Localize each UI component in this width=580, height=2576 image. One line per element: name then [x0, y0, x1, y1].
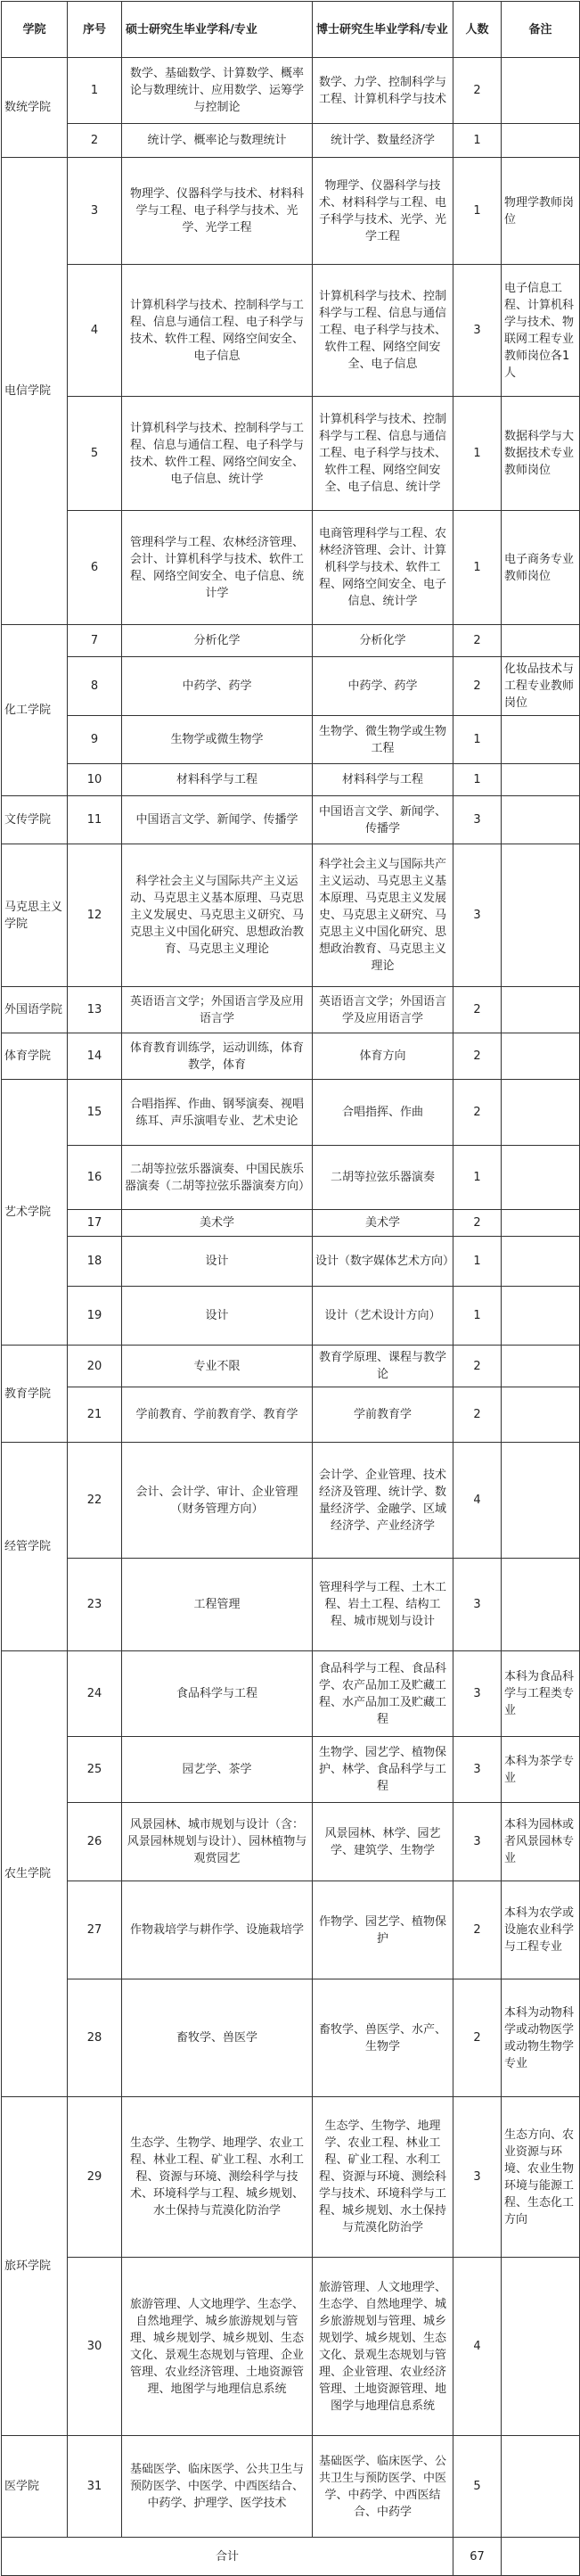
- doctor-major-cell: 生物学、园艺学、植物保护、林学、食品科学与工程: [313, 1737, 453, 1803]
- table-row: [2, 58, 580, 124]
- seq-cell: 14: [68, 1033, 122, 1080]
- seq-cell: 31: [68, 2436, 122, 2538]
- note-cell: [502, 625, 580, 657]
- seq-cell: 27: [68, 1881, 122, 1979]
- count-cell: 3: [453, 1559, 502, 1651]
- seq-cell: 24: [68, 1651, 122, 1737]
- table-row: [2, 1346, 580, 1387]
- doctor-major-cell: 分析化学: [313, 625, 453, 657]
- seq-cell: 9: [68, 716, 122, 764]
- note-cell: 本科为园林或者风景园林专业: [502, 1803, 580, 1881]
- college-cell: 马克思主义学院: [2, 844, 68, 987]
- seq-cell: 29: [68, 2097, 122, 2258]
- seq-cell: 19: [68, 1287, 122, 1346]
- college-cell: 艺术学院: [2, 1080, 68, 1346]
- note-cell: [502, 2436, 580, 2538]
- note-cell: 本科为动物科学或动物医学或动物生物学专业: [502, 1979, 580, 2097]
- table-row: [2, 1287, 580, 1346]
- count-cell: 1: [453, 764, 502, 796]
- doctor-major-cell: 教育学原理、课程与教学论: [313, 1346, 453, 1387]
- count-cell: 3: [453, 1651, 502, 1737]
- table-row: [2, 124, 580, 158]
- count-cell: 1: [453, 511, 502, 625]
- table-row: [2, 2436, 580, 2538]
- doctor-major-cell: 学前教育学: [313, 1387, 453, 1443]
- college-cell: 数统学院: [2, 58, 68, 158]
- college-cell: 教育学院: [2, 1346, 68, 1443]
- master-major-cell: 食品科学与工程: [122, 1651, 313, 1737]
- note-cell: 物理学教师岗位: [502, 158, 580, 265]
- master-major-cell: 专业不限: [122, 1346, 313, 1387]
- count-cell: 3: [453, 844, 502, 987]
- seq-cell: 30: [68, 2258, 122, 2436]
- master-major-cell: 中国语言文学、新闻学、传播学: [122, 796, 313, 844]
- master-major-cell: 二胡等拉弦乐器演奏、中国民族乐器演奏（二胡等拉弦乐器演奏方向）: [122, 1146, 313, 1210]
- master-major-cell: 中药学、药学: [122, 657, 313, 716]
- master-major-cell: 分析化学: [122, 625, 313, 657]
- doctor-major-cell: 中国语言文学、新闻学、传播学: [313, 796, 453, 844]
- table-row: [2, 1033, 580, 1080]
- count-cell: 1: [453, 1287, 502, 1346]
- note-cell: [502, 987, 580, 1033]
- table-row: [2, 1979, 580, 2097]
- table-row: [2, 511, 580, 625]
- table-row: [2, 1080, 580, 1146]
- table-row: [2, 1443, 580, 1559]
- doctor-major-cell: 设计（艺术设计方向）: [313, 1287, 453, 1346]
- seq-cell: 2: [68, 124, 122, 158]
- table-row: [2, 397, 580, 511]
- table-row: [2, 796, 580, 844]
- master-major-cell: 数学、基础数学、计算数学、概率论与数理统计、应用数学、运筹学与控制论: [122, 58, 313, 124]
- table-row: [2, 1237, 580, 1287]
- college-cell: 旅环学院: [2, 2097, 68, 2436]
- seq-cell: 12: [68, 844, 122, 987]
- seq-cell: 18: [68, 1237, 122, 1287]
- table-row: [2, 716, 580, 764]
- note-cell: [502, 58, 580, 124]
- seq-cell: 21: [68, 1387, 122, 1443]
- seq-cell: 23: [68, 1559, 122, 1651]
- table-row: [2, 2258, 580, 2436]
- table-row: [2, 1210, 580, 1237]
- college-cell: 化工学院: [2, 625, 68, 796]
- note-cell: [502, 2258, 580, 2436]
- table-row: [2, 1559, 580, 1651]
- table-row: [2, 844, 580, 987]
- note-cell: [502, 1443, 580, 1559]
- seq-cell: 25: [68, 1737, 122, 1803]
- master-major-cell: 管理科学与工程、农林经济管理、会计、计算机科学与技术、软件工程、网络空间安全、电子信息、统计学: [122, 511, 313, 625]
- table-row: [2, 1803, 580, 1881]
- note-cell: [502, 796, 580, 844]
- doctor-major-cell: 计算机科学与技术、控制科学与工程、信息与通信工程、电子科学与技术、软件工程、网络空间安全、电子信息: [313, 265, 453, 397]
- count-cell: 3: [453, 265, 502, 397]
- master-major-cell: 科学社会主义与国际共产主义运动、马克思主义基本原理、马克思主义发展史、马克思主义研究、马克思主义中国化研究、思想政治教育、马克思主义理论: [122, 844, 313, 987]
- count-cell: 2: [453, 625, 502, 657]
- seq-cell: 8: [68, 657, 122, 716]
- doctor-major-cell: 基础医学、临床医学、公共卫生与预防医学、中医学、中药学、中西医结合、中药学: [313, 2436, 453, 2538]
- master-major-cell: 美术学: [122, 1210, 313, 1237]
- master-major-cell: 畜牧学、兽医学: [122, 1979, 313, 2097]
- seq-cell: 20: [68, 1346, 122, 1387]
- seq-cell: 15: [68, 1080, 122, 1146]
- doctor-major-cell: 设计（数字媒体艺术方向）: [313, 1237, 453, 1287]
- note-cell: [502, 764, 580, 796]
- count-cell: 1: [453, 397, 502, 511]
- note-cell: [502, 124, 580, 158]
- count-cell: 4: [453, 1443, 502, 1559]
- doctor-major-cell: 统计学、数量经济学: [313, 124, 453, 158]
- count-cell: 1: [453, 1237, 502, 1287]
- table-row: [2, 1146, 580, 1210]
- doctor-major-cell: 数学、力学、控制科学与工程、计算机科学与技术: [313, 58, 453, 124]
- header-row: [2, 2, 580, 58]
- count-cell: 2: [453, 1881, 502, 1979]
- note-cell: 化妆品技术与工程专业教师岗位: [502, 657, 580, 716]
- note-cell: [502, 1080, 580, 1146]
- master-major-cell: 计算机科学与技术、控制科学与工程、信息与通信工程、电子科学与技术、软件工程、网络空间安全、电子信息、统计学: [122, 397, 313, 511]
- header-master-major: 硕士研究生毕业学科/专业: [122, 2, 313, 58]
- table-row: [2, 2097, 580, 2258]
- master-major-cell: 统计学、概率论与数理统计: [122, 124, 313, 158]
- doctor-major-cell: 英语语言文学；外国语言学及应用语言学: [313, 987, 453, 1033]
- count-cell: 5: [453, 2436, 502, 2538]
- college-cell: 经管学院: [2, 1443, 68, 1651]
- count-cell: 2: [453, 1033, 502, 1080]
- header-count: 人数: [453, 2, 502, 58]
- table-row: [2, 625, 580, 657]
- count-cell: 2: [453, 657, 502, 716]
- count-cell: 2: [453, 1080, 502, 1146]
- doctor-major-cell: 二胡等拉弦乐器演奏: [313, 1146, 453, 1210]
- doctor-major-cell: 物理学、仪器科学与技术、材料科学与工程、电子科学与技术、光学、光学工程: [313, 158, 453, 265]
- college-cell: 文传学院: [2, 796, 68, 844]
- doctor-major-cell: 合唱指挥、作曲: [313, 1080, 453, 1146]
- master-major-cell: 材料科学与工程: [122, 764, 313, 796]
- master-major-cell: 设计: [122, 1237, 313, 1287]
- seq-cell: 22: [68, 1443, 122, 1559]
- table-row: [2, 657, 580, 716]
- seq-cell: 7: [68, 625, 122, 657]
- table-row: [2, 1737, 580, 1803]
- table-row: [2, 265, 580, 397]
- note-cell: [502, 1033, 580, 1080]
- doctor-major-cell: 生态学、生物学、地理学、农业工程、林业工程、矿业工程、水利工程、资源与环境、测绘科学与技术、环境科学与工程、城乡规划、水土保持与荒漠化防治学: [313, 2097, 453, 2258]
- college-cell: 体育学院: [2, 1033, 68, 1080]
- seq-cell: 10: [68, 764, 122, 796]
- count-cell: 2: [453, 58, 502, 124]
- master-major-cell: 会计、会计学、审计、企业管理（财务管理方向）: [122, 1443, 313, 1559]
- count-cell: 1: [453, 124, 502, 158]
- master-major-cell: 工程管理: [122, 1559, 313, 1651]
- count-cell: 4: [453, 2258, 502, 2436]
- header-doctor-major: 博士研究生毕业学科/专业: [313, 2, 453, 58]
- total-note: [502, 2538, 580, 2576]
- table-row: [2, 764, 580, 796]
- note-cell: 电子商务专业教师岗位: [502, 511, 580, 625]
- college-cell: 电信学院: [2, 158, 68, 625]
- doctor-major-cell: 中药学、药学: [313, 657, 453, 716]
- doctor-major-cell: 计算机科学与技术、控制科学与工程、信息与通信工程、电子科学与技术、软件工程、网络空间安全、电子信息、统计学: [313, 397, 453, 511]
- seq-cell: 28: [68, 1979, 122, 2097]
- count-cell: 3: [453, 796, 502, 844]
- doctor-major-cell: 材料科学与工程: [313, 764, 453, 796]
- note-cell: [502, 1287, 580, 1346]
- master-major-cell: 学前教育、学前教育学、教育学: [122, 1387, 313, 1443]
- note-cell: [502, 1346, 580, 1387]
- header-college: 学院: [2, 2, 68, 58]
- seq-cell: 11: [68, 796, 122, 844]
- note-cell: 生态方向、农业资源与环境、农业生物环境与能源工程、生态化工方向: [502, 2097, 580, 2258]
- header-note: 备注: [502, 2, 580, 58]
- seq-cell: 1: [68, 58, 122, 124]
- doctor-major-cell: 电商管理科学与工程、农林经济管理、会计、计算机科学与技术、软件工程、网络空间安全、电子信息、统计学: [313, 511, 453, 625]
- seq-cell: 5: [68, 397, 122, 511]
- count-cell: 3: [453, 1737, 502, 1803]
- master-major-cell: 合唱指挥、作曲、钢琴演奏、视唱练耳、声乐演唱专业、艺术史论: [122, 1080, 313, 1146]
- count-cell: 3: [453, 2097, 502, 2258]
- doctor-major-cell: 美术学: [313, 1210, 453, 1237]
- master-major-cell: 设计: [122, 1287, 313, 1346]
- college-cell: 农生学院: [2, 1651, 68, 2097]
- master-major-cell: 体育教育训练学，运动训练，体育教学，体育: [122, 1033, 313, 1080]
- master-major-cell: 作物栽培学与耕作学、设施栽培学: [122, 1881, 313, 1979]
- note-cell: 本科为茶学专业: [502, 1737, 580, 1803]
- doctor-major-cell: 畜牧学、兽医学、水产、生物学: [313, 1979, 453, 2097]
- note-cell: 数据科学与大数据技术专业教师岗位: [502, 397, 580, 511]
- table-row: [2, 1387, 580, 1443]
- table-row: [2, 158, 580, 265]
- note-cell: 本科为食品科学与工程类专业: [502, 1651, 580, 1737]
- seq-cell: 26: [68, 1803, 122, 1881]
- total-value: 67: [453, 2538, 502, 2576]
- note-cell: 本科为农学或设施农业科学与工程专业: [502, 1881, 580, 1979]
- count-cell: 2: [453, 1346, 502, 1387]
- master-major-cell: 旅游管理、人文地理学、生态学、自然地理学、城乡旅游规划与管理、城乡规划学、城乡规划、生态文化、景观生态规划与管理、企业管理、农业经济管理、土地资源管理、地图学与地理信息系统: [122, 2258, 313, 2436]
- master-major-cell: 基础医学、临床医学、公共卫生与预防医学、中医学、中西医结合、中药学、护理学、医学技术: [122, 2436, 313, 2538]
- note-cell: [502, 1559, 580, 1651]
- table-row: [2, 987, 580, 1033]
- total-row: [2, 2538, 580, 2576]
- doctor-major-cell: 食品科学与工程、食品科学、农产品加工及贮藏工程、水产品加工及贮藏工程: [313, 1651, 453, 1737]
- table-row: [2, 1651, 580, 1737]
- note-cell: [502, 844, 580, 987]
- doctor-major-cell: 会计学、企业管理、技术经济及管理、统计学、数量经济学、金融学、区域经济学、产业经济学: [313, 1443, 453, 1559]
- count-cell: 1: [453, 158, 502, 265]
- seq-cell: 16: [68, 1146, 122, 1210]
- master-major-cell: 物理学、仪器科学与技术、材料科学与工程、电子科学与技术、光学、光学工程: [122, 158, 313, 265]
- seq-cell: 13: [68, 987, 122, 1033]
- count-cell: 2: [453, 1387, 502, 1443]
- doctor-major-cell: 作物学、园艺学、植物保护: [313, 1881, 453, 1979]
- master-major-cell: 生态学、生物学、地理学、农业工程、林业工程、矿业工程、水利工程、资源与环境、测绘科学与技术、环境科学与工程、城乡规划、水土保持与荒漠化防治学: [122, 2097, 313, 2258]
- doctor-major-cell: 管理科学与工程、土木工程、岩土工程、结构工程、城市规划与设计: [313, 1559, 453, 1651]
- doctor-major-cell: 风景园林、林学、园艺学、建筑学、生物学: [313, 1803, 453, 1881]
- note-cell: [502, 1237, 580, 1287]
- master-major-cell: 园艺学、茶学: [122, 1737, 313, 1803]
- seq-cell: 3: [68, 158, 122, 265]
- count-cell: 1: [453, 1146, 502, 1210]
- recruitment-table: [1, 1, 580, 2576]
- count-cell: 3: [453, 1803, 502, 1881]
- count-cell: 2: [453, 1979, 502, 2097]
- college-cell: 外国语学院: [2, 987, 68, 1033]
- seq-cell: 17: [68, 1210, 122, 1237]
- note-cell: [502, 1210, 580, 1237]
- doctor-major-cell: 生物学、微生物学或生物工程: [313, 716, 453, 764]
- seq-cell: 6: [68, 511, 122, 625]
- table-body: [2, 58, 580, 2538]
- count-cell: 2: [453, 1210, 502, 1237]
- master-major-cell: 生物学或微生物学: [122, 716, 313, 764]
- doctor-major-cell: 科学社会主义与国际共产主义运动、马克思主义基本原理、马克思主义发展史、马克思主义研究、马克思主义中国化研究、思想政治教育、马克思主义理论: [313, 844, 453, 987]
- header-seq: 序号: [68, 2, 122, 58]
- master-major-cell: 风景园林、城市规划与设计（含：风景园林规划与设计）、园林植物与观赏园艺: [122, 1803, 313, 1881]
- note-cell: [502, 1146, 580, 1210]
- seq-cell: 4: [68, 265, 122, 397]
- table-row: [2, 1881, 580, 1979]
- total-label: 合计: [2, 2538, 453, 2576]
- note-cell: [502, 1387, 580, 1443]
- doctor-major-cell: 旅游管理、人文地理学、生态学、自然地理学、城乡旅游规划与管理、城乡规划学、城乡规划、生态文化、景观生态规划与管理、企业管理、农业经济管理、土地资源管理、地图学与地理信息系统: [313, 2258, 453, 2436]
- note-cell: 电子信息工程、计算机科学与技术、物联网工程专业教师岗位各1人: [502, 265, 580, 397]
- master-major-cell: 计算机科学与技术、控制科学与工程、信息与通信工程、电子科学与技术、软件工程、网络空间安全、电子信息: [122, 265, 313, 397]
- doctor-major-cell: 体育方向: [313, 1033, 453, 1080]
- count-cell: 2: [453, 987, 502, 1033]
- note-cell: [502, 716, 580, 764]
- count-cell: 1: [453, 716, 502, 764]
- college-cell: 医学院: [2, 2436, 68, 2538]
- master-major-cell: 英语语言文学；外国语言学及应用语言学: [122, 987, 313, 1033]
